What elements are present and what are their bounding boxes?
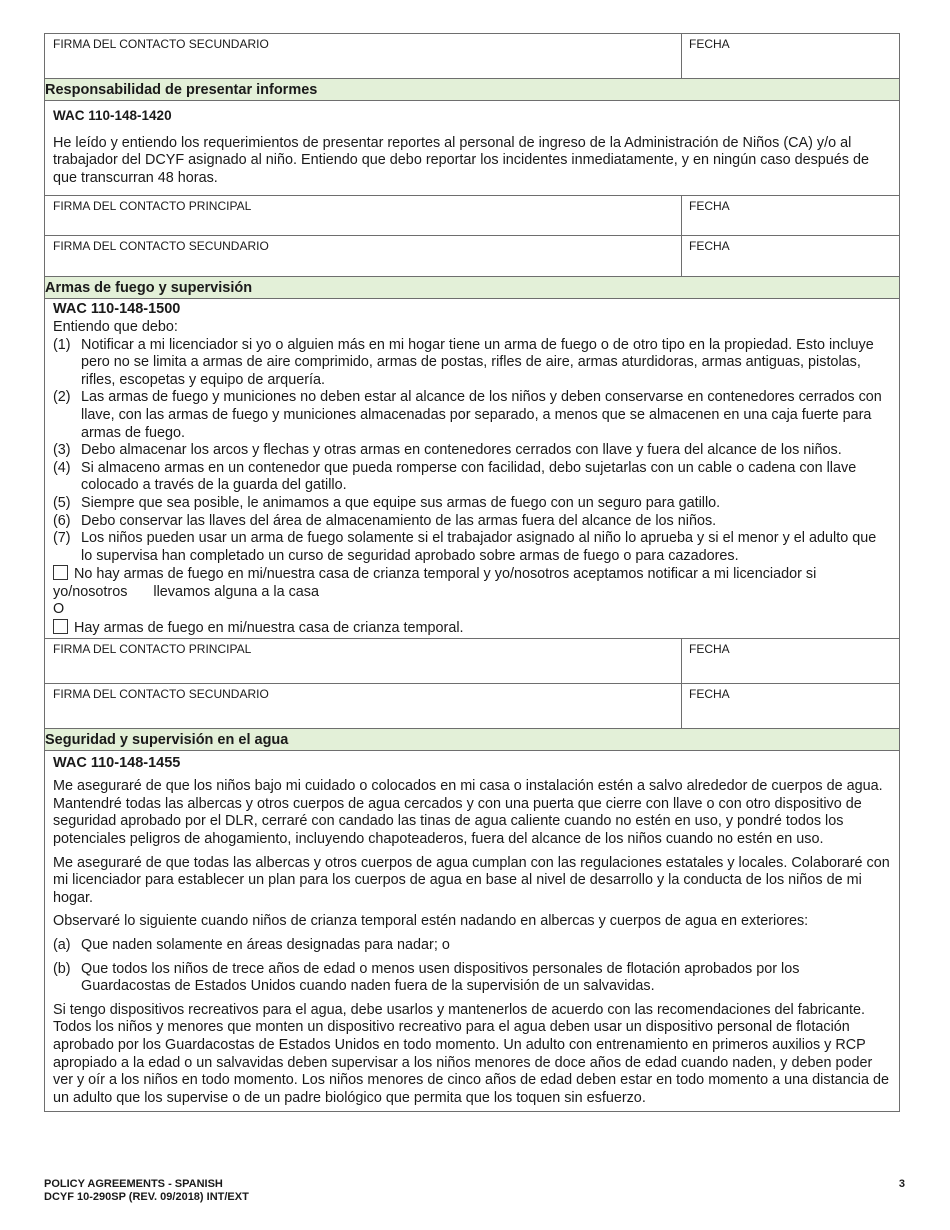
water-paragraph: Observaré lo siguiente cuando niños de crianza temporal estén nadando en albercas y cuerpos de agua en exteriores:: [53, 913, 809, 930]
reporting-text: He leído y entiendo los requerimientos de presentar reportes al personal de ingreso de la Administración de Niños (CA) y/o al trabajador del DCYF asignado al niño. Entiendo que debo reportar los incidentes inmediatamente, y en ningún caso después de que transcurran 48 horas.: [53, 134, 870, 186]
item-text: Notificar a mi licenciador si yo o alguien más en mi hogar tiene un arma de fuego o de otro tipo en la propiedad. Esto incluye pero no se limita a armas de aire comprimido, armas de postas, rifles de aire, armas aturdidoras, armas antiguas, pistolas, rifles, escopetas y equipo de arquería.: [81, 336, 874, 388]
primary-signature-field[interactable]: FIRMA DEL CONTACTO PRINCIPAL: [45, 639, 682, 683]
secondary-signature-field[interactable]: FIRMA DEL CONTACTO SECUNDARIO: [45, 236, 682, 276]
item-text: Los niños pueden usar un arma de fuego solamente si el trabajador asignado al niño lo aprueba y si el menor y el adulto que lo supervisa han completado un curso de seguridad aprobado sobre armas de fuego o para cazadores.: [81, 530, 877, 564]
firearms-intro: Entiendo que debo:: [53, 318, 178, 335]
section-header-water: Seguridad y supervisión en el agua: [45, 729, 899, 751]
or-label: O: [53, 601, 65, 618]
form-number: DCYF 10-290SP (REV. 09/2018) INT/EXT: [44, 1191, 249, 1203]
signature-row-secondary: [45, 684, 899, 729]
option-no-firearms-text-tail: llevamos alguna a la casa: [153, 583, 319, 600]
item-text: Siempre que sea posible, le animamos a que equipe sus armas de fuego con un seguro para gatillo.: [81, 494, 721, 511]
item-number: (4): [53, 459, 71, 476]
water-paragraph: Si tengo dispositivos recreativos para el agua, debe usarlos y mantenerlos de acuerdo con las recomendaciones del fabricante. Todos los niños y menores que monten un dispositivo recreativo para el agua deben usar un dispositivo personal de flotación aprobado por los Guardacostas de Estados Unidos en todo momento. Un adulto con entrenamiento en primeros auxilios y RCP apropiado a la edad o un salvavidas deben supervisar a los niños menores de doce años de edad cuando naden, y deben poder ver y oír a los niños en todo momento. Los niños menores de cinco años de edad deben estar en todo momento a una distancia de un adulto que los supervise o de un padre biológico que permita que los toquen sin esfuerzo.: [53, 1001, 889, 1106]
page-number: 3: [898, 1178, 905, 1190]
list-item: [53, 513, 891, 531]
date-field[interactable]: FECHA: [689, 239, 730, 254]
no-firearms-checkbox[interactable]: [53, 565, 68, 580]
water-paragraph: Me aseguraré de que todas las albercas y otros cuerpos de agua cumplan con las regulaciones estatales y locales. Colaboraré con mi licenciador para establecer un plan para los cuerpos de agua en base al nivel de desarrollo y la conducta de los niños de mi hogar.: [53, 854, 890, 906]
item-number: (2): [53, 389, 71, 406]
water-body: [45, 751, 899, 1112]
item-text: Las armas de fuego y municiones no deben estar al alcance de los niños y deben conservarse en contenedores cerrados con llave, con las armas de fuego y municiones almacenadas por separado, a menos que se almacenen en una caja fuerte para armas de fuego.: [81, 389, 882, 441]
list-item: [53, 442, 891, 460]
option-no-firearms-text: No hay armas de fuego en mi/nuestra casa de crianza temporal y yo/nosotros aceptamos notificar a mi licenciador si yo/nosotros: [53, 566, 817, 600]
item-number: (6): [53, 512, 71, 529]
section-header-reporting: Responsabilidad de presentar informes: [45, 79, 899, 101]
item-text: Debo conservar las llaves del área de almacenamiento de las armas fuera del alcance de los niños.: [81, 512, 717, 529]
section-header-firearms: Armas de fuego y supervisión: [45, 277, 899, 299]
policy-form: [44, 33, 900, 1112]
option-no-firearms: [53, 565, 891, 601]
option-has-firearms-text: Hay armas de fuego en mi/nuestra casa de crianza temporal.: [74, 620, 464, 637]
date-field[interactable]: FECHA: [689, 37, 730, 51]
item-number: (1): [53, 336, 71, 353]
list-item: [53, 460, 891, 495]
form-title: POLICY AGREEMENTS - SPANISH: [44, 1178, 223, 1190]
secondary-signature-field[interactable]: FIRMA DEL CONTACTO SECUNDARIO: [45, 684, 682, 728]
water-paragraph: Me aseguraré de que los niños bajo mi cuidado o colocados en mi casa o instalación estén a salvo alrededor de cuerpos de agua. Mantendré todas las albercas y otros cuerpos de agua cercados y con una puerta que cierre con llave o con otro dispositivo de seguridad aprobado por el DLR, cerraré con candado las tinas de agua caliente cuando no estén en uso, y pondré todos los potenciales peligros de ahogamiento, incluyendo chapoteaderos, fuera del alcance de los niños cuando no estén en uso.: [53, 778, 883, 848]
list-item: [53, 961, 891, 996]
item-text: Debo almacenar los arcos y flechas y otras armas en contenedores cerrados con llave y fuera del alcance de los niños.: [81, 442, 842, 459]
item-text: Que naden solamente en áreas designadas para nadar; o: [81, 937, 450, 953]
list-item: [53, 937, 891, 955]
item-number: (5): [53, 494, 71, 511]
wac-reference: WAC 110-148-1455: [53, 754, 181, 771]
signature-row-primary: [45, 196, 899, 236]
signature-row-secondary: [45, 236, 899, 277]
form-footer: [44, 1178, 249, 1204]
firearms-body: [45, 299, 899, 638]
primary-signature-field[interactable]: FIRMA DEL CONTACTO PRINCIPAL: [45, 196, 682, 235]
list-item: [53, 389, 891, 442]
signature-row-secondary-top: [45, 34, 899, 79]
has-firearms-checkbox[interactable]: [53, 619, 68, 634]
signature-row-primary: [45, 639, 899, 684]
option-has-firearms: [53, 619, 891, 638]
reporting-body: [45, 101, 899, 196]
wac-reference: WAC 110-148-1420: [53, 108, 172, 123]
secondary-signature-field[interactable]: FIRMA DEL CONTACTO SECUNDARIO: [45, 34, 682, 78]
list-item: [53, 530, 891, 565]
date-field[interactable]: FECHA: [689, 686, 730, 701]
wac-reference: WAC 110-148-1500: [53, 301, 181, 318]
date-field[interactable]: FECHA: [689, 199, 730, 214]
item-text: Que todos los niños de trece años de edad o menos usen dispositivos personales de flotación aprobados por los Guardacostas de Estados Unidos cuando naden fuera de la supervisión de un salvavidas.: [81, 960, 800, 995]
item-number: (3): [53, 442, 71, 459]
item-number: (b): [53, 960, 71, 977]
item-text: Si almaceno armas en un contenedor que pueda romperse con facilidad, debo sujetarlas con un cable o cadena con llave colocado a través de la guarda del gatillo.: [81, 459, 857, 494]
list-item: [53, 337, 891, 390]
list-item: [53, 495, 891, 513]
date-field[interactable]: FECHA: [689, 641, 730, 656]
item-number: (7): [53, 530, 71, 547]
item-number: (a): [53, 937, 71, 953]
